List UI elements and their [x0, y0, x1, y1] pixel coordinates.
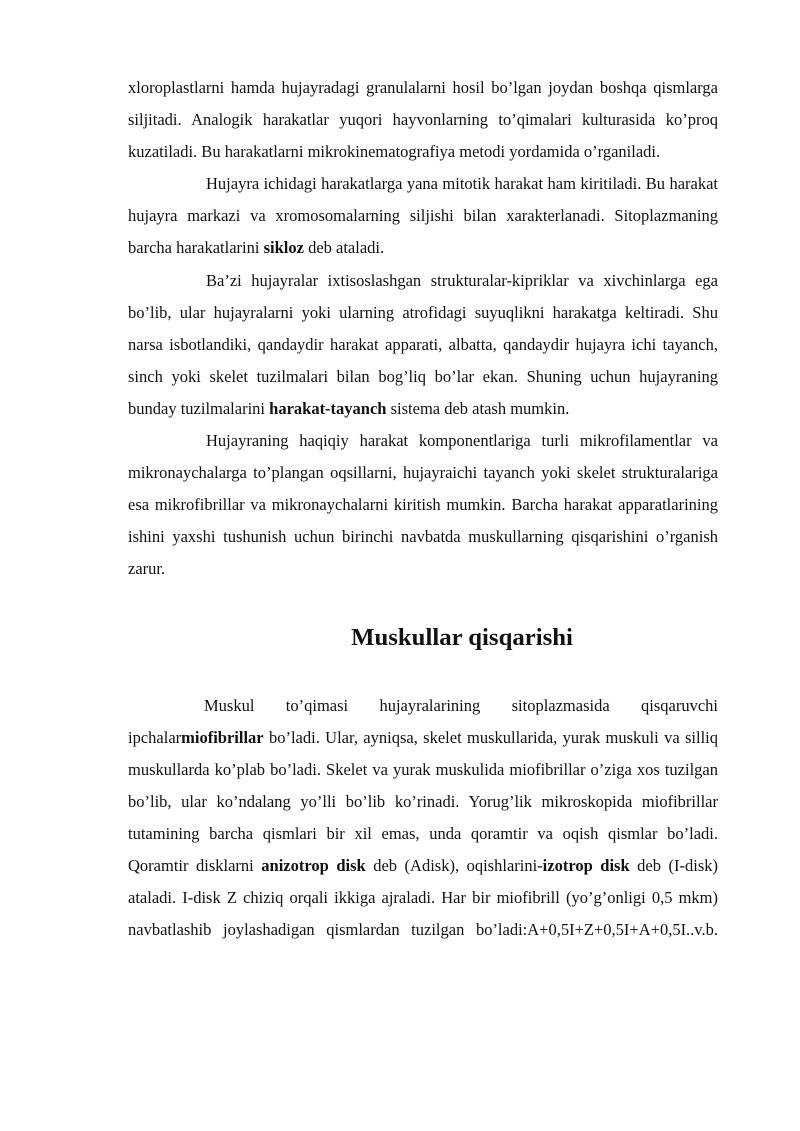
- text-run: deb ataladi.: [303, 238, 385, 258]
- text-run: deb (Adisk), oqishlarini-: [365, 855, 543, 875]
- paragraph-4: [128, 425, 718, 585]
- text-run: Ba’zi hujayralar ixtisoslashgan strukturalar-kipriklar va xivchinlarga ega bo’lib, ular hujayralarni yoki ularning atrofidagi suyuqlikni harakatga keltiradi. Shu narsa isbotlandiki, qandaydir harakat apparati, albatta, qandaydir hujayra ichi tayanch, sinch yoki skelet tuzilmalari bilan bog’liq bo’lar ekan. Shuning uchun hujayraning bunday tuzilmalarini: [128, 270, 718, 418]
- paragraph-3: [128, 265, 718, 425]
- paragraph-2: [128, 168, 718, 264]
- text-run: deb (I-disk) ataladi. I-disk Z chiziq orqali ikkiga ajraladi. Har bir miofibrill (yo’g’onligi 0,5 mkm) navbatlashib joylashadigan qismlardan tuzilgan bo’ladi:A+0,5I+Z+0,5I+A+0,5I..v.b.: [128, 855, 718, 940]
- text-run: xloroplastlarni hamda hujayradagi granulalarni hosil bo’lgan joydan boshqa qismlarga siljitadi. Analogik harakatlar yuqori hayvonlarning to’qimalari kulturasida ko’proq kuzatiladi. Bu harakatlarni mikrokinematografiya metodi yordamida o’rganiladi.: [128, 78, 718, 162]
- page-content: [128, 72, 718, 946]
- text-run: Hujayra ichidagi harakatlarga yana mitotik harakat ham kiritiladi. Bu harakat hujayra markazi va xromosomalarning siljishi bilan xarakterlanadi. Sitoplazmaning barcha harakatlarini: [128, 174, 718, 258]
- bold-term: miofibrillar: [181, 727, 264, 747]
- text-run: Muskul to’qimasi hujayralarining sitoplazmasida qisqaruvchi ipchalar: [128, 695, 718, 747]
- bold-term: harakat-tayanch: [269, 398, 387, 418]
- section-heading: Muskullar qisqarishi: [351, 623, 573, 651]
- bold-term: sikloz: [263, 238, 304, 258]
- paragraph-1: [128, 72, 718, 168]
- paragraph-5: [128, 690, 718, 947]
- text-run: sistema deb atash mumkin.: [386, 398, 570, 418]
- bold-term: anizotrop disk: [261, 855, 366, 875]
- bold-term: izotrop disk: [542, 855, 630, 875]
- text-run: Hujayraning haqiqiy harakat komponentlariga turli mikrofilamentlar va mikronaychalarga to’plangan oqsillarni, hujayraichi tayanch yoki skelet strukturalariga esa mikrofibrillar va mikronaychalarni kiritish mumkin. Barcha harakat apparatlarining ishini yaxshi tushunish uchun birinchi navbatda muskullarning qisqarishini o’rganish zarur.: [128, 431, 718, 579]
- text-run: bo’ladi. Ular, ayniqsa, skelet muskullarida, yurak muskuli va silliq muskullarda ko’plab bo’ladi. Skelet va yurak muskulida miofibrillar o’ziga xos tuzilgan bo’lib, ular ko’ndalang yo’lli bo’lib ko’rinadi. Yorug’lik mikroskopida miofibrillar tutamining barcha qismlari bir xil emas, unda qoramtir va oqish qismlar bo’ladi. Qoramtir disklarni: [128, 727, 718, 875]
